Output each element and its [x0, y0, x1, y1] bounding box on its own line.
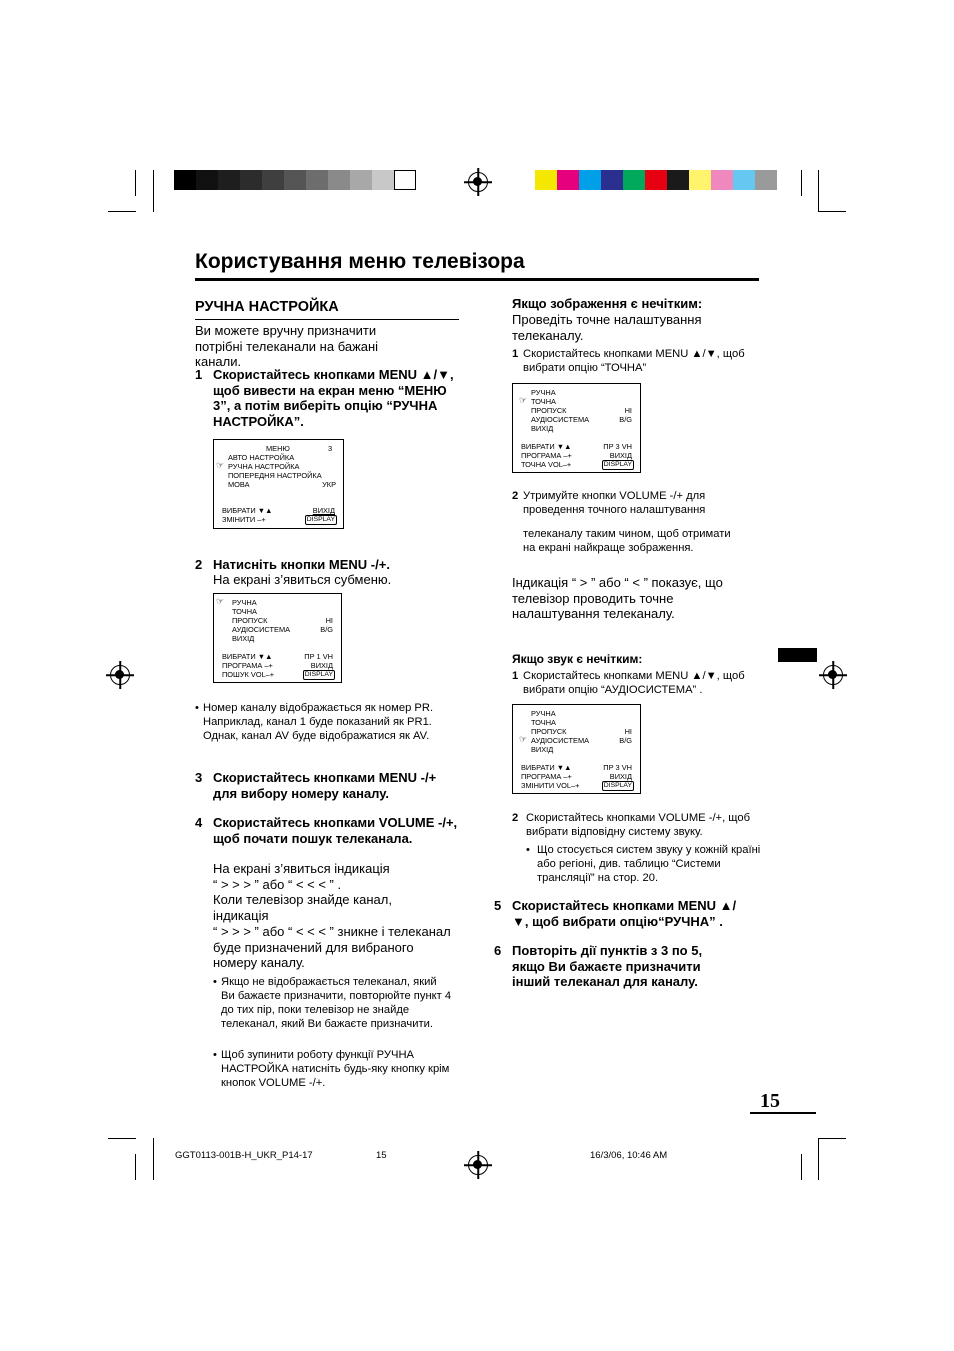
- display-button-icon: DISPLAY: [603, 782, 632, 789]
- step-text: Повторіть дії пунктів з 3 по 5, якщо Ви бажаєте призначити інший телеканал для каналу.: [512, 943, 703, 989]
- select-hint: ВИБРАТИ ▼▲: [521, 442, 572, 451]
- program-hint: ПРОГРАМА –+: [521, 451, 572, 460]
- step-text: Скористайтесь кнопками VOLUME -/+, щоб почати пошук телеканала.: [213, 815, 458, 846]
- menu-item: РУЧНА НАСТРОЙКА: [228, 462, 300, 471]
- step-number: 6: [494, 943, 502, 958]
- registration-mark-icon: [110, 665, 130, 685]
- step-text: Утримуйте кнопки VOLUME -/+ для проведення точного налаштування: [523, 490, 706, 516]
- menu-item: АУДІОСИСТЕМА: [531, 736, 590, 745]
- step-number: 3: [195, 770, 203, 785]
- bullet-icon: •: [526, 844, 530, 856]
- paragraph: Індикація “ > ” або “ < ” показує, що телевізор проводить точне налаштування телеканалу.: [512, 575, 723, 621]
- menu-value: B/G: [320, 625, 333, 634]
- screen-title: МЕНЮ: [266, 444, 290, 453]
- audio-system-screen: [512, 704, 641, 794]
- hand-pointer-icon: ☞: [519, 395, 528, 405]
- program-hint: ПРОГРАМА –+: [521, 772, 572, 781]
- menu-item: РУЧНА: [531, 388, 556, 397]
- bullet-text: Якщо не відображається телеканал, який Ви бажаєте призначити, повторюйте пункт 4 до тих пір, поки телевізор не знайде телеканал, який Ви бажаєте призначити.: [221, 976, 452, 1030]
- step-text: Скористайтесь кнопками MENU ▲/▼, щоб вибрати опцію “ТОЧНА”: [523, 348, 745, 374]
- menu-item: АУДІОСИСТЕМА: [232, 625, 291, 634]
- title-rule: [195, 278, 759, 281]
- bullet-icon: •: [213, 1049, 217, 1061]
- subheading: Якщо звук є нечітким:: [512, 652, 643, 666]
- change-hint: ЗМІНИТИ VOL–+: [521, 781, 580, 790]
- menu-value: НІ: [624, 406, 632, 415]
- color-swatch: [284, 170, 306, 190]
- color-swatch: [350, 170, 372, 190]
- exit-hint: ВИХІД: [310, 661, 333, 670]
- menu-item: АУДІОСИСТЕМА: [531, 415, 590, 424]
- menu-item: МОВА: [228, 480, 250, 489]
- step-detail: “ > > > ” або “ < < < ” .: [213, 877, 342, 892]
- registration-mark-icon: [468, 172, 488, 192]
- bullet-text: Номер каналу відображається як номер PR. Наприклад, канал 1 буде показаний як PR1. Однак, канал AV буде відображатися як AV.: [203, 702, 434, 742]
- color-swatch: [240, 170, 262, 190]
- bullet-text: Що стосується систем звуку у кожній країні або регіоні, див. таблицю “Системи трансляції” на стор. 20.: [537, 844, 761, 884]
- color-swatch: [306, 170, 328, 190]
- hand-pointer-icon: ☞: [216, 596, 225, 606]
- color-swatch: [645, 170, 667, 190]
- color-swatch: [689, 170, 711, 190]
- step-number: 1: [195, 367, 203, 382]
- step-detail: Коли телевізор знайде канал, індикація: [213, 892, 392, 923]
- step-number: 5: [494, 898, 502, 913]
- step-text: Скористайтесь кнопками MENU ▲/▼, щоб вибрати опцію “АУДІОСИСТЕМА” .: [523, 670, 745, 696]
- subheading: Якщо зображення є нечітким:: [512, 296, 703, 311]
- submenu-screen: [213, 593, 342, 683]
- menu-item: ТОЧНА: [531, 718, 556, 727]
- hand-pointer-icon: ☞: [216, 460, 225, 470]
- color-swatch: [394, 170, 416, 190]
- fine-hint: ТОЧНА VOL–+: [521, 460, 572, 469]
- menu-item: ВИХІД: [232, 634, 255, 643]
- registration-mark-icon: [823, 665, 843, 685]
- paragraph: Проведіть точне налаштування телеканалу.: [512, 312, 702, 343]
- bullet-icon: •: [213, 976, 217, 988]
- color-swatch: [667, 170, 689, 190]
- color-swatch: [623, 170, 645, 190]
- exit-hint: ВИХІД: [609, 772, 632, 781]
- display-button-icon: DISPLAY: [304, 671, 333, 678]
- registration-mark-icon: [468, 1155, 488, 1175]
- footer-date: 16/3/06, 10:46 AM: [590, 1150, 668, 1161]
- menu-value: УКР: [322, 480, 336, 489]
- menu-item: АВТО НАСТРОЙКА: [228, 453, 295, 462]
- section-title: РУЧНА НАСТРОЙКА: [195, 299, 339, 315]
- step-number: 1: [512, 670, 519, 682]
- step-number: 4: [195, 815, 203, 830]
- menu-item: ТОЧНА: [531, 397, 556, 406]
- color-swatch: [601, 170, 623, 190]
- menu-item: ВИХІД: [531, 745, 554, 754]
- menu-item: РУЧНА: [531, 709, 556, 718]
- intro-text: Ви можете вручну призначити потрібні телеканали на бажані канали.: [195, 323, 379, 369]
- color-swatch: [372, 170, 394, 190]
- menu-screen: [213, 439, 344, 529]
- color-swatch: [711, 170, 733, 190]
- section-rule: [195, 319, 459, 320]
- step-text: Скористайтесь кнопками VOLUME -/+, щоб вибрати відповідну систему звуку.: [526, 812, 751, 838]
- menu-value: B/G: [619, 736, 632, 745]
- color-swatch: [218, 170, 240, 190]
- color-swatch: [733, 170, 755, 190]
- program-hint: ПРОГРАМА –+: [222, 661, 273, 670]
- exit-hint: ВИХІД: [312, 506, 335, 515]
- menu-item: ВИХІД: [531, 424, 554, 433]
- color-swatch: [328, 170, 350, 190]
- page-title: Користування меню телевізора: [195, 250, 525, 273]
- screen-page: 3: [328, 444, 333, 453]
- step-number: 2: [512, 490, 519, 502]
- channel-indicator: ПР 3 VH: [603, 763, 632, 772]
- step-number: 2: [512, 812, 519, 824]
- step-text: телеканалу таким чином, щоб отримати на екрані найкраще зображення.: [523, 528, 731, 554]
- menu-item: ПОПЕРЕДНЯ НАСТРОЙКА: [228, 471, 322, 480]
- select-hint: ВИБРАТИ ▼▲: [521, 763, 572, 772]
- step-detail: “ > > > ” або “ < < < ” зникне і телеканал буде призначений для вибраного номеру каналу.: [213, 924, 451, 970]
- channel-indicator: ПР 3 VH: [603, 442, 632, 451]
- menu-item: ТОЧНА: [232, 607, 257, 616]
- menu-item: ПРОПУСК: [531, 727, 567, 736]
- menu-value: НІ: [624, 727, 632, 736]
- menu-item: РУЧНА: [232, 598, 257, 607]
- color-swatch: [174, 170, 196, 190]
- menu-value: B/G: [619, 415, 632, 424]
- step-detail: На екрані з’явиться субменю.: [213, 572, 392, 587]
- color-swatch: [196, 170, 218, 190]
- menu-value: НІ: [325, 616, 333, 625]
- color-swatch: [579, 170, 601, 190]
- bullet-text: Щоб зупинити роботу функції РУЧНА НАСТРОЙКА натисніть будь-яку кнопку крім кнопок VOLUME -/+.: [221, 1049, 450, 1089]
- step-text: Скористайтесь кнопками MENU ▲/▼, щоб вивести на екран меню “МЕНЮ 3”, а потім виберіть опцію “РУЧНА НАСТРОЙКА”.: [213, 367, 454, 429]
- step-detail: На екрані з’явиться індикація: [213, 861, 390, 876]
- step-number: 1: [512, 348, 519, 360]
- menu-item: ПРОПУСК: [232, 616, 268, 625]
- channel-indicator: ПР 1 VH: [304, 652, 333, 661]
- change-hint: ЗМІНИТИ –+: [222, 515, 266, 524]
- section-tab-marker: [778, 648, 817, 662]
- step-text: Натисніть кнопки MENU -/+.: [213, 557, 390, 572]
- display-button-icon: DISPLAY: [603, 461, 632, 468]
- footer-page: 15: [376, 1150, 387, 1161]
- select-hint: ВИБРАТИ ▼▲: [222, 506, 273, 515]
- hand-pointer-icon: ☞: [519, 734, 528, 744]
- select-hint: ВИБРАТИ ▼▲: [222, 652, 273, 661]
- step-text: Скористайтесь кнопками MENU -/+ для вибору номеру каналу.: [213, 770, 437, 801]
- fine-tune-screen: [512, 383, 641, 473]
- step-number: 2: [195, 557, 203, 572]
- exit-hint: ВИХІД: [609, 451, 632, 460]
- page-number-rule: [750, 1112, 816, 1114]
- menu-item: ПРОПУСК: [531, 406, 567, 415]
- display-button-icon: DISPLAY: [306, 516, 335, 523]
- page-number: 15: [760, 1090, 780, 1112]
- color-swatch: [535, 170, 557, 190]
- search-hint: ПОШУК VOL–+: [222, 670, 275, 679]
- color-swatch: [262, 170, 284, 190]
- color-swatch: [557, 170, 579, 190]
- step-text: Скористайтесь кнопками MENU ▲/▼, щоб вибрати опцію“РУЧНА” .: [512, 898, 737, 929]
- bullet-icon: •: [195, 702, 199, 714]
- footer-filename: GGT0113-001B-H_UKR_P14-17: [175, 1150, 313, 1161]
- color-swatch: [755, 170, 777, 190]
